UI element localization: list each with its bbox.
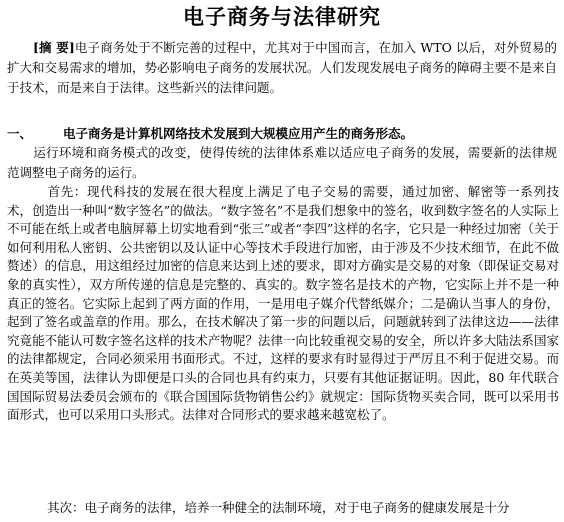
abstract-text: 电子商务处于不断完善的过程中，尤其对于中国而言，在加入 WTO 以后，对外贸易的扩大和交易需求的增加，势必影响电子商务的发展状况。人们发现发展电子商务的障碍主要不是来自于技术，而是来自于法律。这些新兴的法律问题。	[7, 40, 558, 95]
section-number: 一、	[7, 126, 33, 141]
body-paragraph-first-text: 首先：现代科技的发展在很大程度上满足了电子交易的需要，通过加密、解密等一系列技术，创造出一种叫“数字签名”的做法。“数字签名”不是我们想象中的签名，收到数字签名的人实际上不可能在纸上或者电脑屏幕上切实地看到“张三”或者“李四”这样的名字，它只是一种经过加密（关于如何利用私人密钥、公共密钥以及认证中心等技术手段进行加密，由于涉及不少技术细节，在此不做赘述）的信息，用这组经过加密的信息来达到上述的要求，即对方确实是交易的对象（即保证交易对象的真实性），双方所传递的信息是完整的、真实的。数字签名是技术的产物，它实际上并不是一种真正的签名。它实际上起到了两方面的作用，一是用电子媒介代替纸媒介；二是确认当事人的身份，起到了签名或盖章的作用。那么，在技术解决了第一步的问题以后，问题就转到了法律这边——法律究竟能不能认可数字签名这样的技术产物呢？法律一向比较重视交易的安全，所以许多大陆法系国家的法律都规定，合同必须采用书面形式。不过，这样的要求有时显得过于严厉且不利于促进交易。而在英美等国，法律认为即便是口头的合同也具有约束力，只要有其他证据证明。因此，80 年代联合国国际贸易法委员会颁布的《联合国国际货物销售公约》就规定：国际货物买卖合同，既可以采用书面形式，也可以采用口头形式。法律对合同形式的要求越来越宽松了。	[7, 184, 559, 423]
body-paragraph-first	[7, 183, 559, 425]
body-paragraph-second	[7, 498, 559, 517]
document-title: 电子商务与法律研究	[183, 5, 381, 29]
intro-text: 运行环境和商务模式的改变，使得传统的法律体系难以适应电子商务的发展，需要新的法律规范调整电子商务的运行。	[7, 145, 557, 180]
section-heading	[7, 124, 557, 144]
abstract-paragraph	[7, 38, 557, 98]
body-paragraph-second-text: 其次：电子商务的法律，培养一种健全的法制环境，对于电子商务的健康发展是十分	[47, 500, 510, 515]
section-heading-text: 电子商务是计算机网络技术发展到大规模应用产生的商务形态。	[63, 126, 414, 141]
intro-paragraph	[7, 143, 557, 182]
abstract-tag: [摘 要]	[33, 40, 75, 55]
